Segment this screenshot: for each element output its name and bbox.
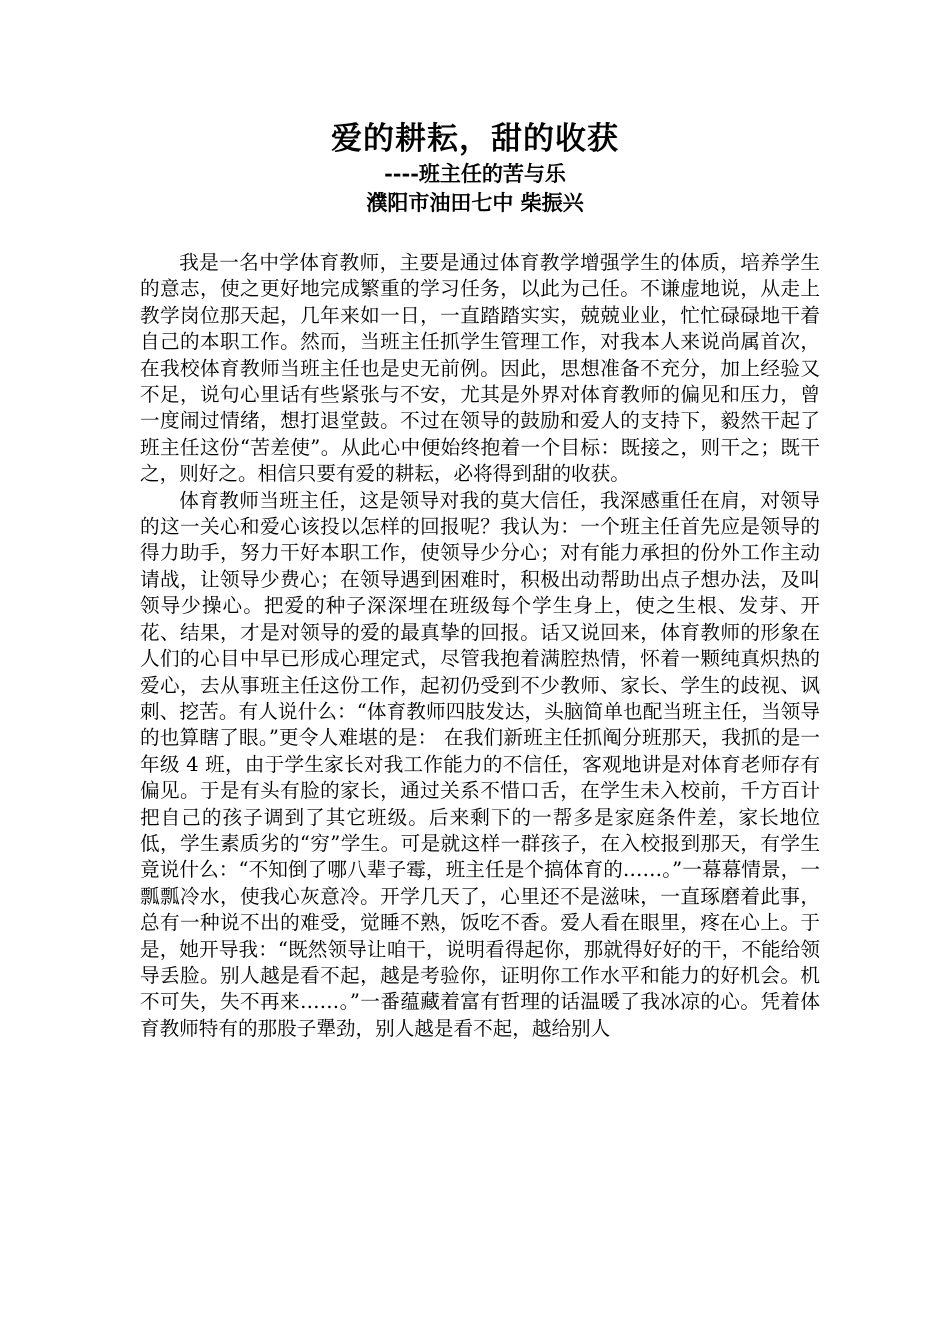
- paragraph-2: 体育教师当班主任，这是领导对我的莫大信任，我深感重任在肩，对领导的这一关心和爱心该投以怎样的回报呢？我认为：一个班主任首先应是领导的得力助手，努力干好本职工作，使领导少分心；对有能力承担的份外工作主动请战，让领导少费心；在领导遇到困难时，积极出动帮助出点子想办法，及叫领导少操心。把爱的种子深深埋在班级每个学生身上，使之生根、发芽、开花、结果，才是对领导的爱的最真挚的回报。话又说回来，体育教师的形象在人们的心目中早已形成心理定式，尽管我抱着满腔热情，怀着一颗纯真炽热的爱心，去从事班主任这份工作，起初仍受到不少教师、家长、学生的歧视、讽刺、挖苦。有人说什么：“体育教师四肢发达，头脑简单也配当班主任，当领导的也算瞎了眼。”更令人难堪的是： 在我们新班主任抓阄分班那天，我抓的是一年级 4 班，由于学生家长对我工作能力的不信任，客观地讲是对体育老师存有偏见。于是有头有脸的家长，通过关系不惜口舌，在学生未入校前，千方百计把自己的孩子调到了其它班级。后来剩下的一帮多是家庭条件差，家长地位低，学生素质劣的“穷”学生。可是就这样一群孩子，在入校报到那天，有学生竟说什么：“不知倒了哪八辈子霉，班主任是个搞体育的……。”一幕幕情景，一瓢瓢冷水，使我心灰意冷。开学几天了，心里还不是滋味，一直琢磨着此事，总有一种说不出的难受，觉睡不熟，饭吃不香。爱人看在眼里，疼在心上。于是，她开导我：“既然领导让咱干，说明看得起你，那就得好好的干，不能给领导丢脸。别人越是看不起，越是考验你，证明你工作水平和能力的好机会。机不可失，失不再来……。”一番蕴藏着富有哲理的话温暖了我冰凉的心。凭着体育教师特有的那股子犟劲，别人越是看不起，越给别人: [140, 488, 820, 1040]
- document-author: 濮阳市油田七中 柴振兴: [366, 190, 584, 215]
- document-body: [140, 250, 820, 1042]
- document-title: 爱的耕耘，甜的收获: [331, 121, 619, 157]
- paragraph-1: 我是一名中学体育教师，主要是通过体育教学增强学生的体质，培养学生的意志，使之更好地完成繁重的学习任务，以此为己任。不谦虚地说，从走上教学岗位那天起，几年来如一日，一直踏踏实实，兢兢业业，忙忙碌碌地干着自己的本职工作。然而，当班主任抓学生管理工作，对我本人来说尚属首次，在我校体育教师当班主任也是史无前例。因此，思想准备不充分，加上经验又不足，说句心里话有些紧张与不安，尤其是外界对体育教师的偏见和压力，曾一度闹过情绪，想打退堂鼓。不过在领导的鼓励和爱人的支持下，毅然干起了班主任这份“苦差使”。从此心中便始终抱着一个目标：既接之，则干之；既干之，则好之。相信只要有爱的耕耘，必将得到甜的收获。: [140, 251, 820, 486]
- document-subtitle: ----班主任的苦与乐: [384, 161, 566, 186]
- document-header: [0, 118, 950, 218]
